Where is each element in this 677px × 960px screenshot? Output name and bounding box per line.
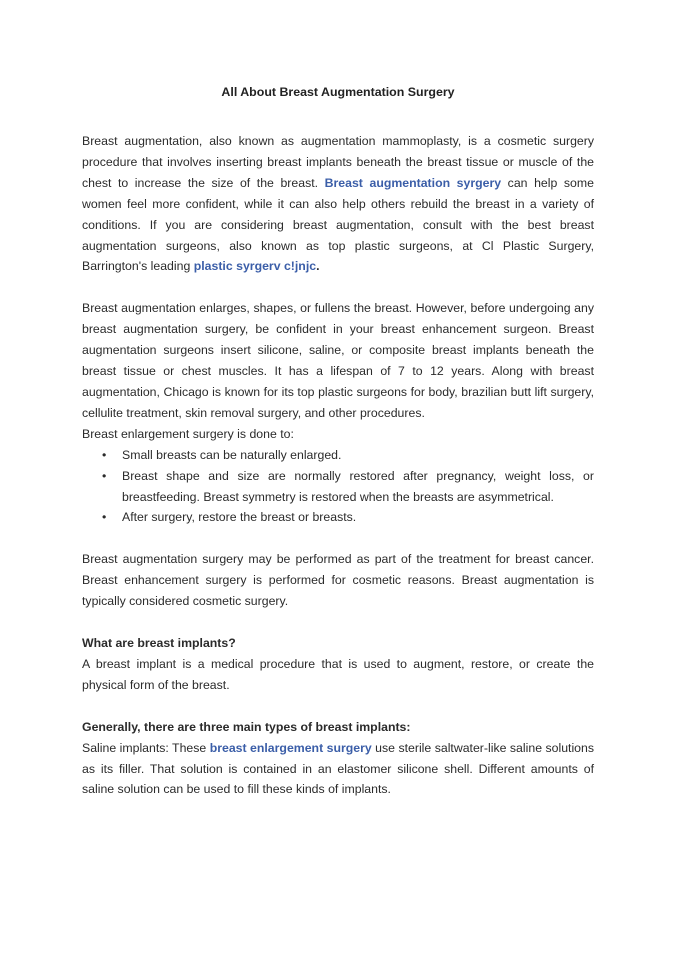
bullet-icon: • (102, 468, 107, 483)
list-item: • Small breasts can be naturally enlarged. (122, 445, 594, 466)
implants-heading: What are breast implants? (82, 636, 236, 651)
list-item: • After surgery, restore the breast or breasts. (122, 507, 594, 528)
list-intro: Breast enlargement surgery is done to: (82, 426, 294, 441)
intro-text-c: . (316, 259, 320, 274)
types-heading: Generally, there are three main types of breast implants: (82, 719, 411, 734)
saline-paragraph: Saline implants: These breast enlargement surgery use sterile saltwater-like saline solutions as its filler. That solution is contained in an elastomer silicone shell. Different amounts of saline solution can be used to fill these kinds of implants. (82, 740, 595, 797)
document-title: All About Breast Augmentation Surgery (221, 85, 455, 99)
list-item: • Breast shape and size are normally restored after pregnancy, weight loss, or breastfeeding. Breast symmetry is restored when the breasts are asymmetrical. (122, 466, 594, 508)
enlarges-paragraph: Breast augmentation enlarges, shapes, or fullens the breast. However, before undergoing any breast augmentation surgery, be confident in your breast enhancement surgeon. Breast augmentation surgeons insert silicone, saline, or composite breast implants beneath the breast tissue or chest muscles. It has a lifespan of 7 to 12 years. Along with breast augmentation, Chicago is known for its top plastic surgeons for body, brazilian butt lift surgery, cellulite treatment, skin removal surgery, and other procedures. (82, 301, 594, 420)
bullet-icon: • (102, 447, 107, 462)
intro-text-b: can help some women feel more confident, while it can also help others rebuild the breast in a variety of conditions. If you are considering breast augmentation, consult with the best breast augmentation surgeons, also known as top plastic surgeons, at Cl Plastic Surgery, Barrington's leading (82, 175, 594, 274)
breast-enlargement-link[interactable]: breast enlargement surgery (209, 740, 372, 755)
reasons-list (82, 445, 594, 529)
cancer-paragraph: Breast augmentation surgery may be performed as part of the treatment for breast cancer. Breast enhancement surgery is performed for cosmetic reasons. Breast augmentation is typically considered cosmetic surgery. (82, 552, 594, 609)
intro-paragraph (82, 131, 594, 277)
breast-augmentation-link[interactable]: Breast augmentation syrgery (324, 175, 502, 190)
bullet-icon: • (102, 510, 107, 525)
implants-paragraph: A breast implant is a medical procedure that is used to augment, restore, or create the physical form of the breast. (82, 656, 594, 692)
document-page (82, 84, 594, 800)
intro-text-a: Breast augmentation, also known as augmentation mammoplasty, is a cosmetic surgery procedure that involves inserting breast implants beneath the breast tissue or muscle of the chest to increase the size of the breast. (82, 134, 594, 190)
plastic-surgery-clinic-link[interactable]: plastic syrgerv c!jnjc (193, 259, 317, 274)
